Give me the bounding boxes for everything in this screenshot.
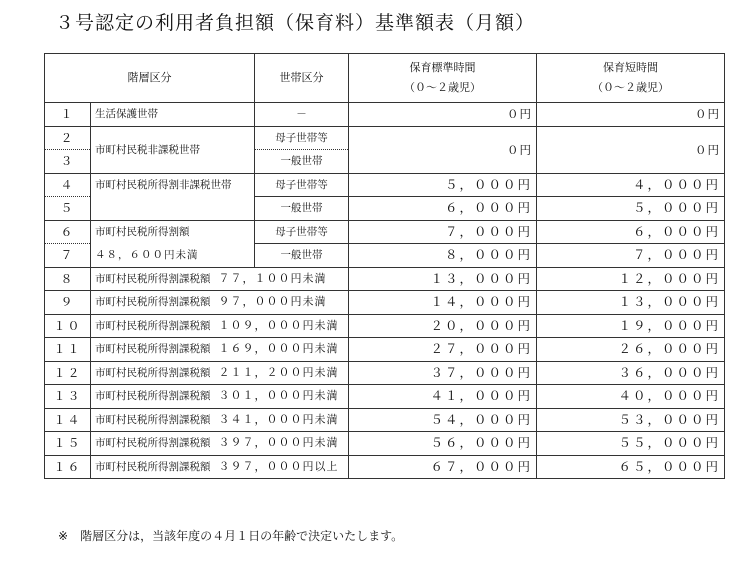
fee-short: ２６，０００円 [537, 338, 725, 362]
tier-number: １１ [45, 338, 91, 362]
tier-category [91, 385, 349, 409]
tier-number: １ [45, 103, 91, 127]
tier-threshold: ３９７，０００円未満 [218, 436, 339, 450]
table-row [45, 267, 725, 291]
tier-category-label: 市町村民税所得割課税額 [95, 296, 211, 309]
tier-category-label: 市町村民税所得割課税額 [95, 319, 211, 332]
tier-threshold: ２１１，２００円未満 [218, 365, 339, 379]
table-row [45, 126, 725, 150]
note-mark: ※ [58, 529, 69, 543]
fee-short: １２，０００円 [537, 267, 725, 291]
tier-threshold: ３９７，０００円以上 [218, 459, 339, 473]
header-short-time [537, 54, 725, 103]
tier-number: １０ [45, 314, 91, 338]
household-type: － [255, 103, 349, 127]
table-row [45, 408, 725, 432]
table-row [45, 432, 725, 456]
tier-category-label: 市町村民税所得割課税額 [95, 366, 211, 379]
header-standard-main: 保育標準時間 [409, 61, 476, 74]
tier-number: ５ [45, 197, 91, 221]
fee-short: ５３，０００円 [537, 408, 725, 432]
tier-number: ９ [45, 291, 91, 315]
fee-short: １９，０００円 [537, 314, 725, 338]
fee-standard: ２７，０００円 [349, 338, 537, 362]
header-standard-time [349, 54, 537, 103]
tier-number: １５ [45, 432, 91, 456]
tier-number: ２ [45, 126, 91, 150]
tier-category-label: 市町村民税所得割課税額 [95, 272, 211, 285]
tier-number: ８ [45, 267, 91, 291]
header-standard-sub: （０～２歳児） [404, 81, 481, 94]
fee-short: ０円 [537, 126, 725, 173]
header-short-main: 保育短時間 [603, 61, 658, 74]
tier-category: ４８，６００円未満 [91, 244, 255, 268]
footnote [58, 527, 403, 544]
household-type: 母子世帯等 [255, 126, 349, 150]
table-row [45, 244, 725, 268]
fee-standard: ７，０００円 [349, 220, 537, 244]
table-row [45, 338, 725, 362]
fee-standard: ４１，０００円 [349, 385, 537, 409]
tier-category-label: 市町村民税所得割課税額 [95, 413, 211, 426]
tier-number: １６ [45, 455, 91, 479]
household-type: 母子世帯等 [255, 173, 349, 197]
fee-standard: ０円 [349, 103, 537, 127]
fee-standard: ６７，０００円 [349, 455, 537, 479]
tier-category-label: 市町村民税所得割課税額 [95, 460, 211, 473]
fee-standard: １４，０００円 [349, 291, 537, 315]
table-row [45, 385, 725, 409]
table-row [45, 291, 725, 315]
tier-category [91, 314, 349, 338]
tier-number: １４ [45, 408, 91, 432]
table-row [45, 173, 725, 197]
tier-number: ７ [45, 244, 91, 268]
tier-category-label: 市町村民税所得割課税額 [95, 437, 211, 450]
tier-category [91, 291, 349, 315]
fee-standard: １３，０００円 [349, 267, 537, 291]
header-row [45, 54, 725, 103]
tier-threshold: １６９，０００円未満 [218, 342, 339, 356]
tier-category-label: 市町村民税所得割課税額 [95, 390, 211, 403]
tier-number: ４ [45, 173, 91, 197]
fee-short: ７，０００円 [537, 244, 725, 268]
tier-threshold: ９７，０００円未満 [218, 295, 327, 309]
tier-category [91, 338, 349, 362]
tier-category [91, 361, 349, 385]
household-type: 一般世帯 [255, 197, 349, 221]
table-row [45, 361, 725, 385]
fee-short: ４，０００円 [537, 173, 725, 197]
header-household: 世帯区分 [255, 54, 349, 103]
tier-threshold: １０９，０００円未満 [218, 318, 339, 332]
tier-category: 市町村民税所得割非課税世帯 [91, 173, 255, 220]
tier-category [91, 267, 349, 291]
note-text: 階層区分は，当該年度の４月１日の年齢で決定いたします。 [80, 529, 404, 543]
tier-number: １３ [45, 385, 91, 409]
household-type: 一般世帯 [255, 244, 349, 268]
household-type: 一般世帯 [255, 150, 349, 174]
table-row [45, 220, 725, 244]
fee-standard: ６，０００円 [349, 197, 537, 221]
table-row [45, 314, 725, 338]
fee-short: ３６，０００円 [537, 361, 725, 385]
household-type: 母子世帯等 [255, 220, 349, 244]
fee-short: ６，０００円 [537, 220, 725, 244]
table-row [45, 103, 725, 127]
fee-standard: ５４，０００円 [349, 408, 537, 432]
tier-threshold: ３０１，０００円未満 [218, 389, 339, 403]
fee-standard: ０円 [349, 126, 537, 173]
fee-standard: ５，０００円 [349, 173, 537, 197]
fee-short: １３，０００円 [537, 291, 725, 315]
tier-category: 市町村民税非課税世帯 [91, 126, 255, 173]
fee-short: ６５，０００円 [537, 455, 725, 479]
fee-standard: ３７，０００円 [349, 361, 537, 385]
fee-short: ０円 [537, 103, 725, 127]
tier-category [91, 432, 349, 456]
tier-category [91, 455, 349, 479]
tier-threshold: ７７，１００円未満 [218, 271, 327, 285]
fee-standard: ２０，０００円 [349, 314, 537, 338]
tier-number: ６ [45, 220, 91, 244]
tier-category [91, 408, 349, 432]
fee-standard: ８，０００円 [349, 244, 537, 268]
header-short-sub: （０～２歳児） [592, 81, 669, 94]
tier-category: 生活保護世帯 [91, 103, 255, 127]
header-tier: 階層区分 [45, 54, 255, 103]
page-title: ３号認定の利用者負担額（保育料）基準額表（月額） [55, 12, 536, 34]
table-row [45, 455, 725, 479]
tier-number: ３ [45, 150, 91, 174]
fee-table [44, 53, 725, 479]
tier-threshold: ３４１，０００円未満 [218, 412, 339, 426]
fee-short: ５５，０００円 [537, 432, 725, 456]
fee-short: ５，０００円 [537, 197, 725, 221]
tier-number: １２ [45, 361, 91, 385]
fee-standard: ５６，０００円 [349, 432, 537, 456]
tier-category: 市町村民税所得割額 [91, 220, 255, 244]
tier-category-label: 市町村民税所得割課税額 [95, 343, 211, 356]
fee-short: ４０，０００円 [537, 385, 725, 409]
